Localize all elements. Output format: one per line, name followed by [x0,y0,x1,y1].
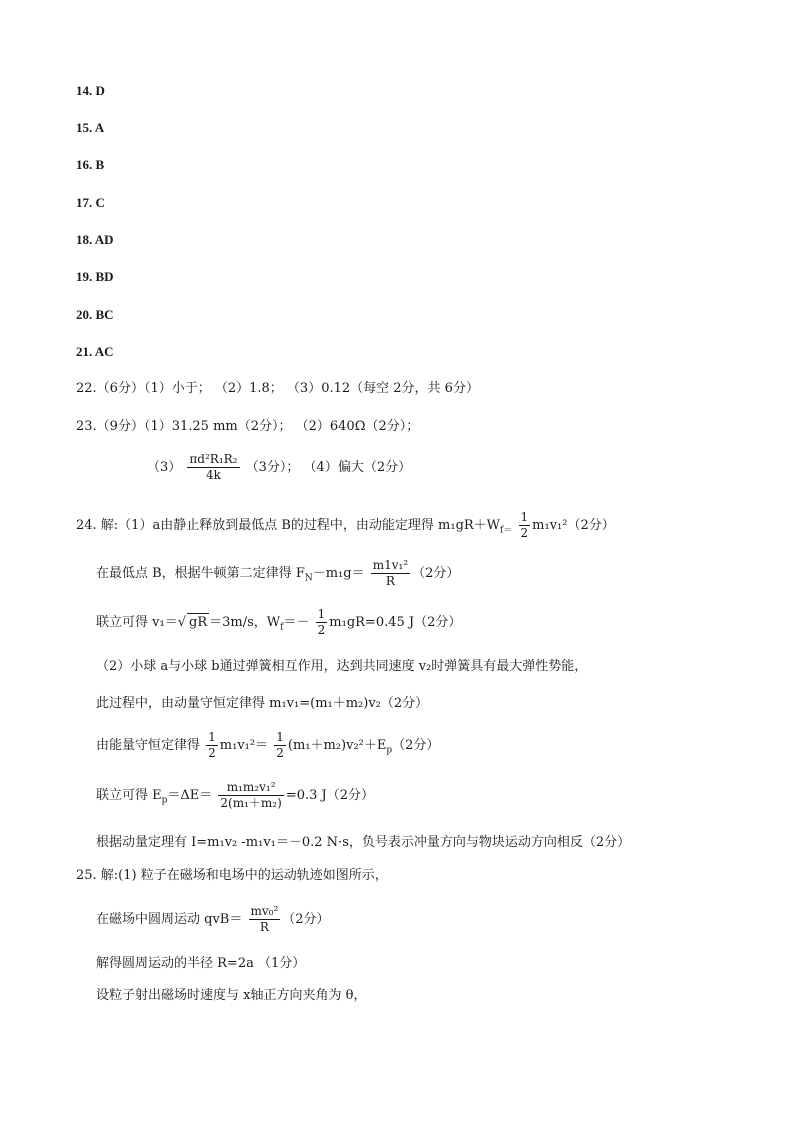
answer-24-line8: 根据动量定理有 I=m₁v₂ -m₁v₁＝－0.2 N·s，负号表示冲量方向与物块运动方向相反（2分） [96,835,631,850]
q24-l3-tail: m₁gR=0.45 J（2分） [329,615,462,630]
q24-l6-n1: 1 [208,730,216,744]
q24-l3-mid2: ＝－ [283,615,310,630]
answer-24-line1 [76,510,615,541]
q24-l2-mid: －m₁g＝ [312,566,365,581]
answer-24-line6 [96,730,439,761]
q25-l2-den: R [259,920,269,934]
q23-frac-den: 4k [206,468,221,482]
answer-22: 22.（6分）（1）小于； （2）1.8； （3）0.12（每空 2分，共 6分） [76,381,479,396]
answer-20: 20. BC [76,307,114,322]
q24-l3-mid: ＝3m/s，W [209,615,281,630]
q23-part3-tail: （3分）； （4）偏大（2分） [245,460,412,475]
q24-l7-den: 2(m₁＋m₂) [220,796,282,810]
answer-25-line4: 设粒子射出磁场时速度与 x轴正方向夹角为 θ， [96,988,367,1003]
answer-25-line3: 解得圆周运动的半径 R=2a （1分） [96,956,306,971]
q24-l6-frac1 [206,730,218,761]
q25-l2-tail: （2分） [282,912,330,927]
q24-l3-sqrt: gR [189,615,208,630]
q24-l3-den: 2 [317,623,326,637]
answer-23-line1: 23.（9分）（1）31.25 mm（2分）； （2）640Ω（2分）； [76,419,420,434]
answer-25-line2 [96,904,330,935]
q24-l1-num: 1 [520,510,529,524]
answer-24-line3: 联立可得 v₁＝√ gR ＝3m/s，$W_f=-$ $\frac{1}{2}$ m₁gR=0.45 J（2分） [96,607,462,637]
q24-l7-pre: 联立可得 E [96,788,162,803]
q24-l1-frac [519,510,531,541]
q24-l3-num: 1 [317,607,326,621]
answer-25-line1: 25. 解:(1) 粒子在磁场和电场中的运动轨迹如图所示， [76,868,388,883]
q24-l2-sub: N [304,573,313,584]
q24-l6-mid: m₁v₁²＝ [219,738,269,753]
q24-l7-tail: =0.3 J（2分） [285,788,374,803]
q24-l2-tail: （2分） [412,566,460,581]
answer-24-line4: （2）小球 a与小球 b通过弹簧相互作用，达到共同速度 v₂时弹簧具有最大弹性势能， [96,659,588,674]
q24-l6-sub: p [386,745,393,756]
q24-l6-n2: 1 [276,730,284,744]
q25-l2-num: mv₀² [250,904,279,918]
q23-fraction [187,452,239,483]
q24-l7-frac [218,780,283,811]
answer-19: 19. BD [76,269,114,284]
q24-l2-frac [371,558,410,589]
q24-l3-frac [316,607,328,638]
q24-l2-num: m1v₁² [372,558,409,572]
q24-l6-frac2 [274,730,286,761]
q24-l3-sub: f [280,622,284,633]
q24-l6-d2: 2 [276,746,284,760]
answer-23-line2 [147,452,411,483]
q24-l2-den: R [385,574,395,588]
answer-24-line2 [96,558,459,589]
answer-16: 16. B [76,157,105,172]
answer-24-line5: 此过程中，由动量守恒定律得 m₁v₁=(m₁＋m₂)v₂（2分） [96,696,429,711]
q24-l7-sub: p [161,795,168,806]
q24-l7-num: m₁m₂v₁² [218,780,283,796]
q25-l2-frac [249,904,281,935]
q24-l3-pre: 联立可得 v₁＝ [96,615,178,630]
q24-l1-pre: 24. 解:（1）a由静止释放到最低点 B的过程中，由动能定理得 m₁gR＋W [76,518,501,533]
q25-l2-pre: 在磁场中圆周运动 qvB＝ [96,912,243,927]
answer-21: 21. AC [76,344,114,359]
q24-l6-end: （2分） [392,738,440,753]
q24-l6-d1: 2 [208,746,216,760]
q23-frac-num: πd²R₁R₂ [189,452,238,466]
answer-18: 18. AD [76,232,114,247]
q24-l7-mid: ＝ΔE＝ [167,788,213,803]
answer-14: 14. D [76,83,105,98]
q24-l2-pre: 在最低点 B，根据牛顿第二定律得 F [96,566,305,581]
q24-l1-tail: m₁v₁²（2分） [532,518,615,533]
answer-17: 17. C [76,195,105,210]
q23-part3-label: （3） [147,460,182,475]
q24-l6-pre: 由能量守恒定律得 [96,738,201,753]
q24-l1-mid: f＝ [500,525,513,536]
answer-24-line7 [96,780,374,811]
q24-l1-den: 2 [520,526,529,540]
q24-l6-tail: (m₁＋m₂)v₂²＋E [287,738,387,753]
answer-15: 15. A [76,120,105,135]
